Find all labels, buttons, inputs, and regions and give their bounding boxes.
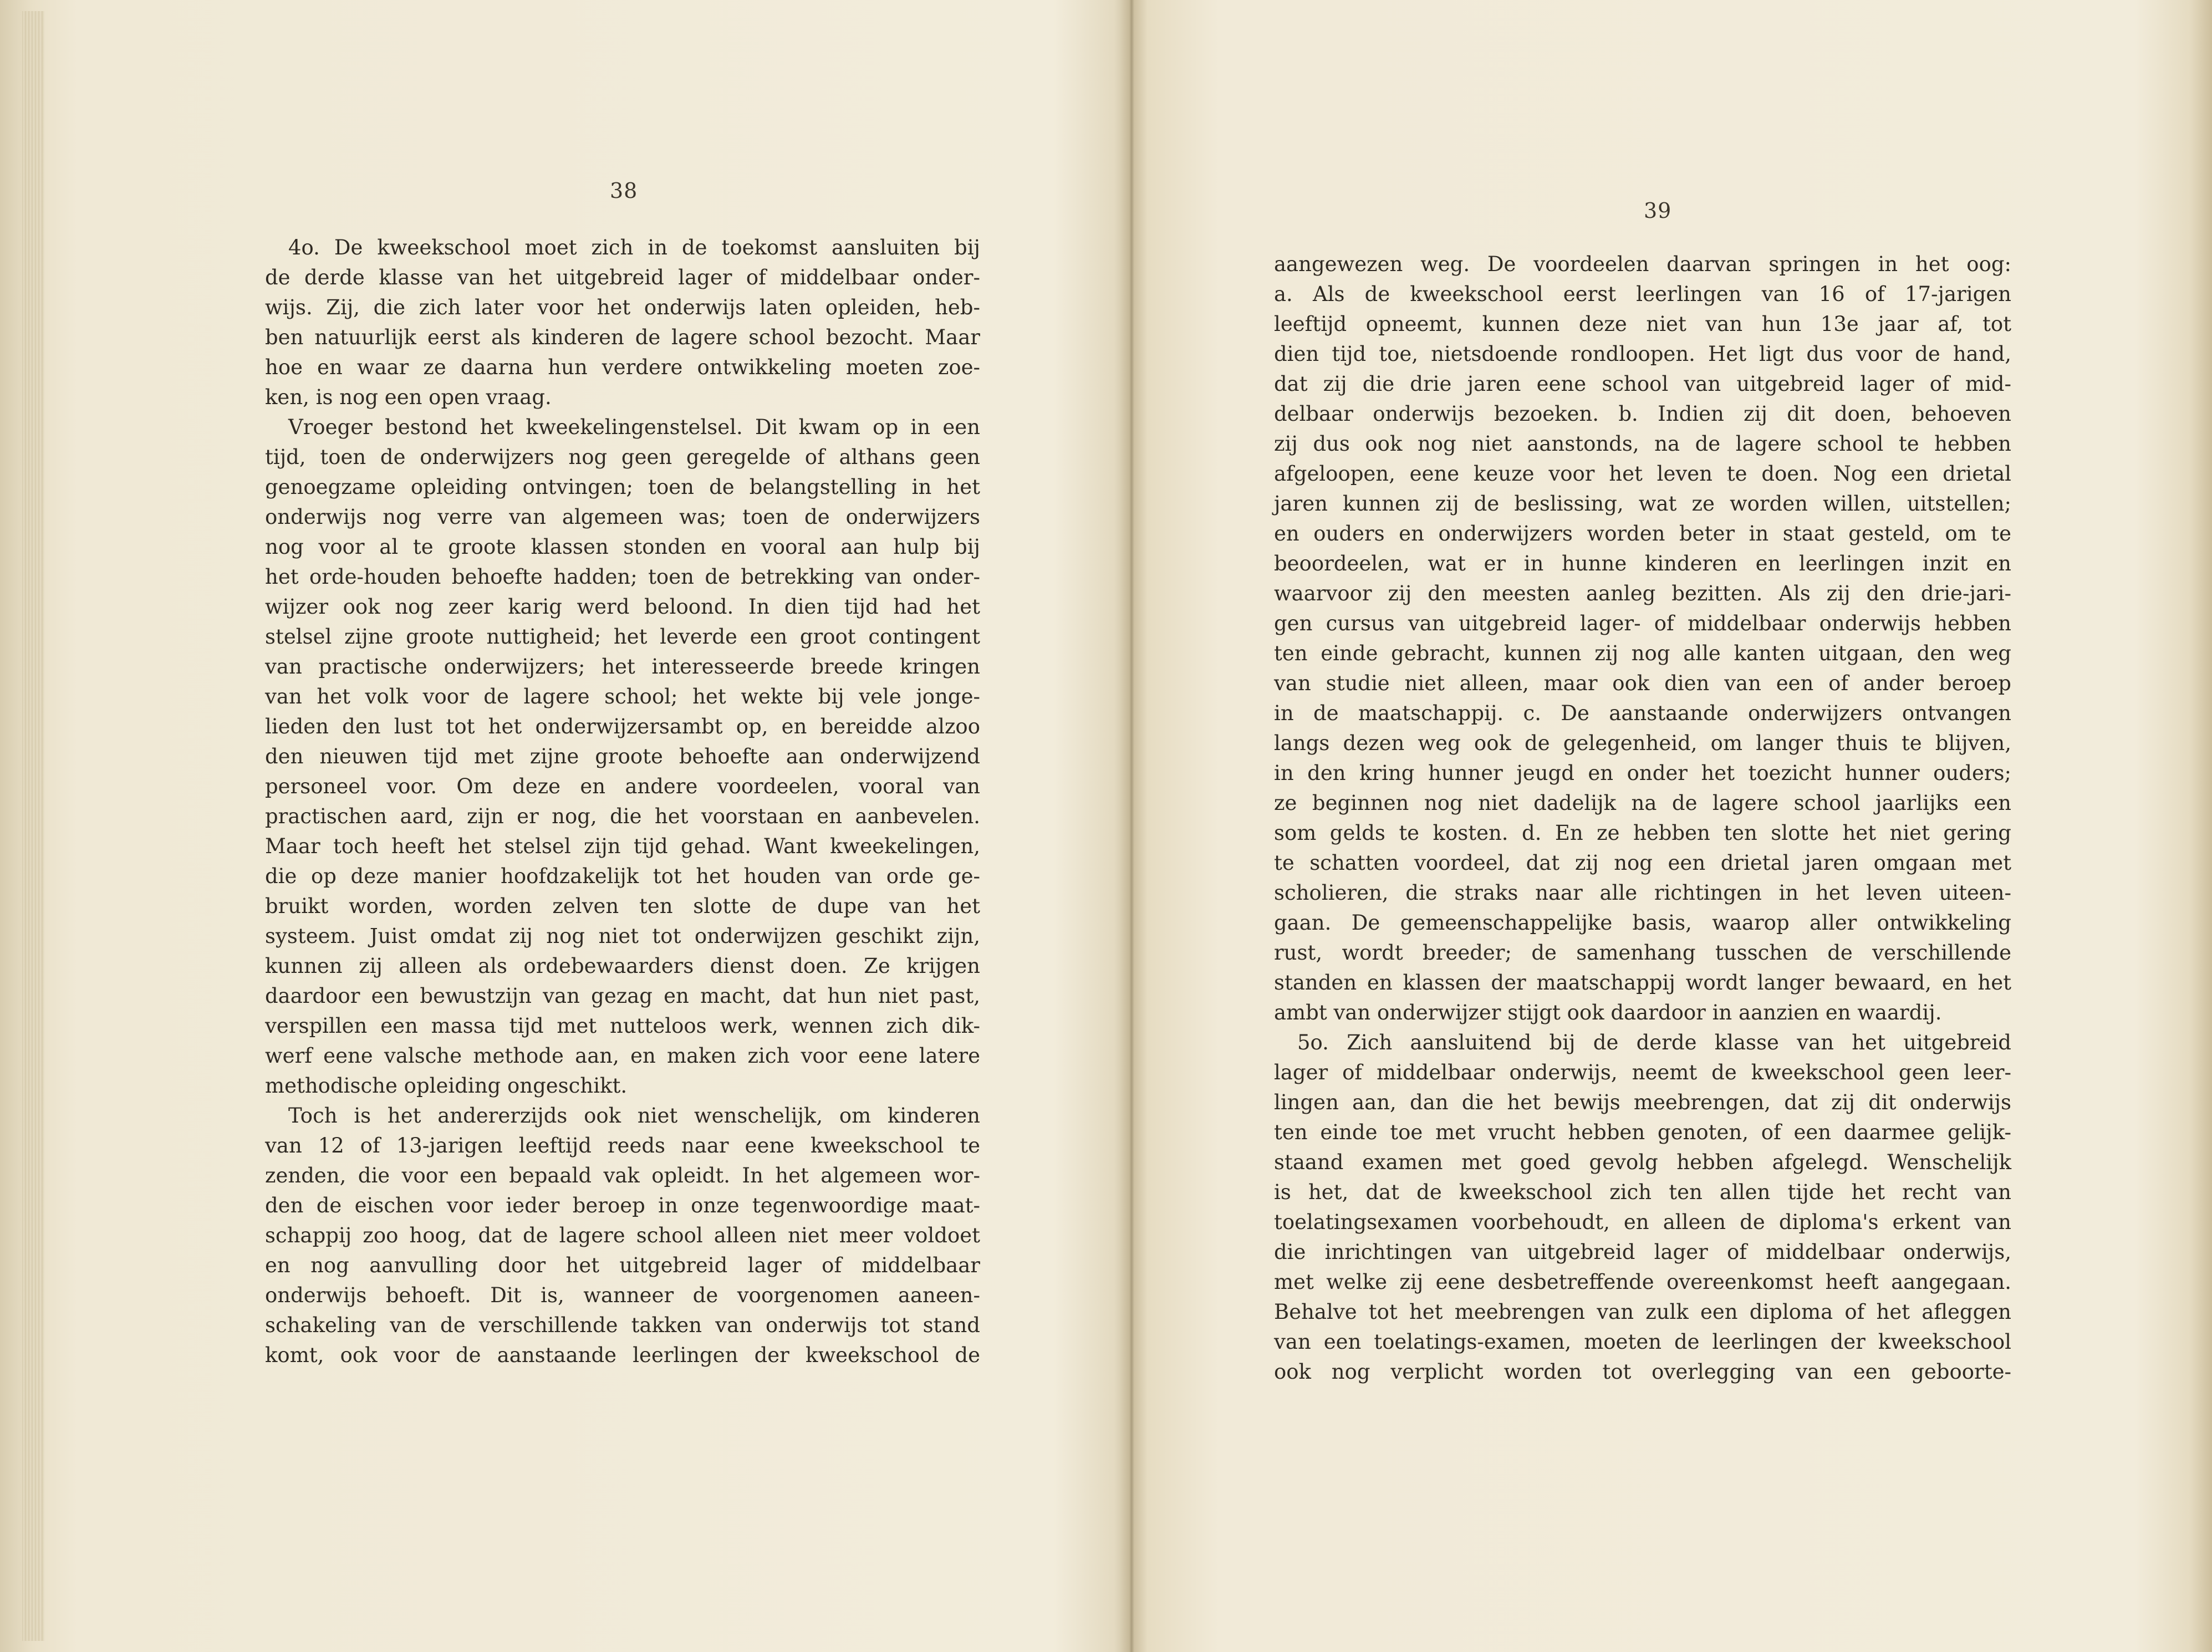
- text-line: ken, is nog een open vraag.: [265, 385, 552, 409]
- text-line: zij dus ook nog niet aanstonds, na de lagere school te hebben: [1274, 432, 2011, 456]
- text-line: schakeling van de verschillende takken van onderwijs tot stand: [265, 1313, 980, 1337]
- text-line: aangewezen weg. De voordeelen daarvan springen in het oog:: [1274, 252, 2011, 276]
- text-line: ze beginnen nog niet dadelijk na de lagere school jaarlijks een: [1274, 791, 2011, 815]
- text-line: den nieuwen tijd met zijne groote behoefte aan onderwijzend: [265, 745, 980, 768]
- text-line: werf eene valsche methode aan, en maken zich voor eene latere: [265, 1044, 980, 1068]
- text-line: standen en klassen der maatschappij wordt langer bewaard, en het: [1274, 971, 2011, 995]
- text-line: practischen aard, zijn er nog, die het voorstaan en aanbevelen.: [265, 804, 980, 828]
- text-line: Maar toch heeft het stelsel zijn tijd gehad. Want kweekelingen,: [265, 834, 980, 858]
- page-number-right: 39: [1644, 198, 1672, 223]
- text-line: van studie niet alleen, maar ook dien van een of ander beroep: [1274, 671, 2011, 695]
- text-line: methodische opleiding ongeschikt.: [265, 1074, 628, 1098]
- text-line: lager of middelbaar onderwijs, neemt de kweekschool geen leer-: [1274, 1060, 2011, 1084]
- text-line: en nog aanvulling door het uitgebreid lager of middelbaar: [265, 1253, 980, 1277]
- text-line: scholieren, die straks naar alle richtingen in het leven uiteen-: [1274, 881, 2011, 905]
- text-line: hoe en waar ze daarna hun verdere ontwikkeling moeten zoe-: [265, 355, 980, 379]
- text-line: het orde-houden behoefte hadden; toen de betrekking van onder-: [265, 565, 980, 589]
- text-line: Behalve tot het meebrengen van zulk een diploma of het afleggen: [1274, 1300, 2011, 1324]
- text-line: systeem. Juist omdat zij nog niet tot onderwijzen geschikt zijn,: [265, 924, 980, 948]
- text-line: wijs. Zij, die zich later voor het onderwijs laten opleiden, heb-: [265, 295, 980, 319]
- text-line: verspillen een massa tijd met nutteloos werk, wennen zich dik-: [265, 1014, 980, 1038]
- text-line: staand examen met goed gevolg hebben afgelegd. Wenschelijk: [1274, 1150, 2011, 1174]
- text-line: afgeloopen, eene keuze voor het leven te doen. Nog een drietal: [1274, 462, 2011, 486]
- text-line: de derde klasse van het uitgebreid lager of middelbaar onder-: [265, 266, 980, 289]
- text-line: lieden den lust tot het onderwijzersambt op, en bereidde alzoo: [265, 715, 980, 738]
- text-line: in den kring hunner jeugd en onder het toezicht hunner ouders;: [1274, 761, 2011, 785]
- text-line: wijzer ook nog zeer karig werd beloond. In dien tijd had het: [265, 595, 980, 619]
- text-line: gaan. De gemeenschappelijke basis, waarop aller ontwikkeling: [1274, 911, 2011, 935]
- text-line: a. Als de kweekschool eerst leerlingen van 16 of 17-jarigen: [1274, 282, 2011, 306]
- text-line: dat zij die drie jaren eene school van uitgebreid lager of mid-: [1274, 372, 2011, 396]
- text-line: ook nog verplicht worden tot overlegging van een geboorte-: [1274, 1360, 2011, 1384]
- page-number-left: 38: [610, 179, 638, 203]
- text-line: ten einde toe met vrucht hebben genoten, of een daarmee gelijk-: [1274, 1120, 2011, 1144]
- text-line: jaren kunnen zij de beslissing, wat ze worden willen, uitstellen;: [1274, 492, 2011, 516]
- text-line: die inrichtingen van uitgebreid lager of middelbaar onderwijs,: [1274, 1240, 2011, 1264]
- text-line: in de maatschappij. c. De aanstaande onderwijzers ontvangen: [1274, 701, 2011, 725]
- text-line: langs dezen weg ook de gelegenheid, om langer thuis te blijven,: [1274, 731, 2011, 755]
- text-line: waarvoor zij den meesten aanleg bezitten. Als zij den drie-jari-: [1274, 582, 2011, 605]
- text-line: delbaar onderwijs bezoeken. b. Indien zij dit doen, behoeven: [1274, 402, 2011, 426]
- text-line: rust, wordt breeder; de samenhang tusschen de verschillende: [1274, 941, 2011, 965]
- left-page-text: [265, 233, 980, 1370]
- text-line: Vroeger bestond het kweekelingenstelsel. Dit kwam op in een: [288, 415, 980, 439]
- text-line: komt, ook voor de aanstaande leerlingen der kweekschool de: [265, 1343, 980, 1367]
- text-line: ten einde gebracht, kunnen zij nog alle kanten uitgaan, den weg: [1274, 641, 2011, 665]
- text-line: stelsel zijne groote nuttigheid; het leverde een groot contingent: [265, 625, 980, 649]
- text-line: personeel voor. Om deze en andere voordeelen, vooral van: [265, 774, 980, 798]
- text-line: 5o. Zich aansluitend bij de derde klasse van het uitgebreid: [1297, 1031, 2011, 1054]
- text-line: som gelds te kosten. d. En ze hebben ten slotte het niet gering: [1274, 821, 2011, 845]
- text-line: met welke zij eene desbetreffende overeenkomst heeft aangegaan.: [1274, 1270, 2011, 1294]
- text-line: lingen aan, dan die het bewijs meebrengen, dat zij dit onderwijs: [1274, 1090, 2011, 1114]
- text-line: en ouders en onderwijzers worden beter in staat gesteld, om te: [1274, 522, 2011, 545]
- text-line: onderwijs behoeft. Dit is, wanneer de voorgenomen aaneen-: [265, 1283, 980, 1307]
- text-line: die op deze manier hoofdzakelijk tot het houden van orde ge-: [265, 864, 980, 888]
- text-line: leeftijd opneemt, kunnen deze niet van hun 13e jaar af, tot: [1274, 312, 2011, 336]
- text-line: gen cursus van uitgebreid lager- of middelbaar onderwijs hebben: [1274, 611, 2011, 635]
- text-line: van 12 of 13-jarigen leeftijd reeds naar eene kweekschool te: [265, 1134, 980, 1158]
- text-line: 4o. De kweekschool moet zich in de toekomst aansluiten bij: [288, 236, 980, 259]
- text-line: ambt van onderwijzer stijgt ook daardoor in aanzien en waardij.: [1274, 1001, 1942, 1024]
- text-line: nog voor al te groote klassen stonden en vooral aan hulp bij: [265, 535, 980, 559]
- text-line: van het volk voor de lagere school; het wekte bij vele jonge-: [265, 685, 980, 708]
- text-line: daardoor een bewustzijn van gezag en macht, dat hun niet past,: [265, 984, 980, 1008]
- text-line: te schatten voordeel, dat zij nog een drietal jaren omgaan met: [1274, 851, 2011, 875]
- text-line: genoegzame opleiding ontvingen; toen de belangstelling in het: [265, 475, 980, 499]
- text-line: zenden, die voor een bepaald vak opleidt. In het algemeen wor-: [265, 1164, 980, 1187]
- text-line: tijd, toen de onderwijzers nog geen geregelde of althans geen: [265, 445, 980, 469]
- right-page-text: [1274, 249, 2011, 1387]
- text-line: den de eischen voor ieder beroep in onze tegenwoordige maat-: [265, 1194, 980, 1217]
- text-line: onderwijs nog verre van algemeen was; toen de onderwijzers: [265, 505, 980, 529]
- text-line: is het, dat de kweekschool zich ten allen tijde het recht van: [1274, 1180, 2011, 1204]
- text-line: dien tijd toe, nietsdoende rondloopen. Het ligt dus voor de hand,: [1274, 342, 2011, 366]
- text-line: toelatingsexamen voorbehoudt, en alleen de diploma's erkent van: [1274, 1210, 2011, 1234]
- text-line: ben natuurlijk eerst als kinderen de lagere school bezocht. Maar: [265, 325, 980, 349]
- text-line: kunnen zij alleen als ordebewaarders dienst doen. Ze krijgen: [265, 954, 980, 978]
- right-page: [1131, 0, 2212, 1652]
- text-line: bruikt worden, worden zelven ten slotte de dupe van het: [265, 894, 980, 918]
- text-line: Toch is het andererzijds ook niet wenschelijk, om kinderen: [288, 1104, 980, 1128]
- text-line: van practische onderwijzers; het interesseerde breede kringen: [265, 655, 980, 679]
- text-line: van een toelatings-examen, moeten de leerlingen der kweekschool: [1274, 1330, 2011, 1354]
- text-line: schappij zoo hoog, dat de lagere school alleen niet meer voldoet: [265, 1223, 980, 1247]
- text-line: beoordeelen, wat er in hunne kinderen en leerlingen inzit en: [1274, 552, 2011, 575]
